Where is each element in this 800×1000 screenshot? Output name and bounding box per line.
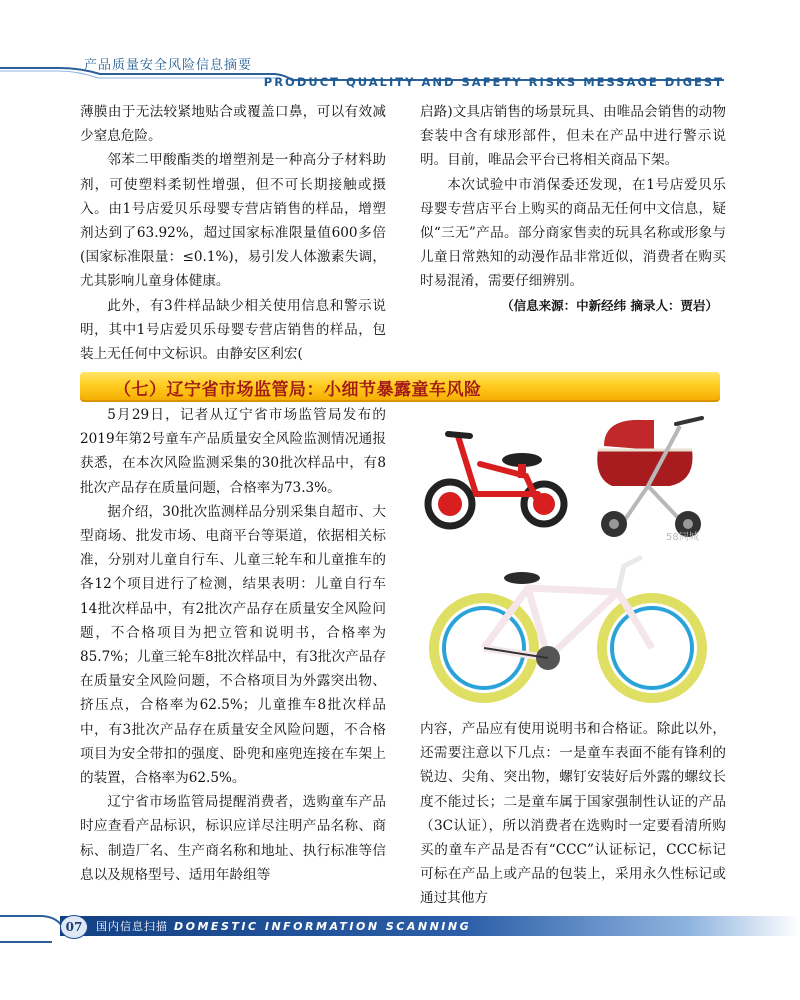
section-title: （七）辽宁省市场监管局：小细节暴露童车风险 <box>114 380 482 400</box>
footer-swoosh <box>0 896 800 1000</box>
source-note: （信息来源：中新经纬 摘录人：贾岩） <box>501 297 718 313</box>
paragraph: 辽宁省市场监管局提醒消费者，选购童车产品时应查看产品标识，标识应详尽注明产品名称、商标、制造厂名、生产商名称和地址、执行标准等信息以及规格型号、适用年龄组等 <box>80 794 386 883</box>
tricycle-photo <box>418 406 570 536</box>
footer-label <box>96 918 471 934</box>
bicycle-photo <box>418 548 720 708</box>
stroller-photo <box>584 406 720 546</box>
paragraph: 薄膜由于无法较紧地贴合或覆盖口鼻，可以有效减少窒息危险。 <box>80 104 386 145</box>
paragraph: 据介绍，30批次监测样品分别采集自超市、大型商场、批发市场、电商平台等渠道，依据相关标准，分别对儿童自行车、儿童三轮车和儿童推车的各12个项目进行了检测，结果表明：儿童自行车14批次样品中，有2批次产品存在质量安全风险问题，不合格项目为把立管和说明书，合格率为85.7%；儿童三轮车8批次样品中，有3批次产品存在质量安全风险问题，不合格项目为外露突出物、挤压点，合格率为62.5%；儿童推车8批次样品中，有3批次产品存在质量安全风险问题，不合格项目为安全带扣的强度、卧兜和座兜连接在车架上的装置，合格率为62.5%。 <box>80 503 386 787</box>
paragraph: 邻苯二甲酸酯类的增塑剂是一种高分子材料助剂，可使塑料柔韧性增强，但不可长期接触或摄入。由1号店爱贝乐母婴专营店销售的样品，增塑剂达到了63.92%，超过国家标准限量值600多倍(国家标准限量：≤0.1%)，易引发人体激素失调，尤其影响儿童身体健康。 <box>80 152 386 290</box>
paragraph: 启路)文具店销售的场景玩具、由唯品会销售的动物套装中含有球形部件，但未在产品中进行警示说明。目前，唯品会平台已将相关商品下架。 <box>420 104 726 169</box>
bottom-right-column <box>420 717 726 911</box>
top-right-column <box>420 100 726 318</box>
stroller-watermark: 58同城 <box>666 532 699 543</box>
paragraph: 内容，产品应有使用说明书和合格证。除此以外，还需要注意以下几点：一是童车表面不能有锋利的锐边、尖角、突出物，螺钉安装好后外露的螺纹长度不能过长；二是童车属于国家强制性认证的产品（3C认证），所以消费者在选购时一定要看清所购买的童车产品是否有“CCC”认证标记，CCC标记可标在产品上或产品的包装上，采用永久性标记或通过其他方 <box>420 721 726 907</box>
footer-label-cn: 国内信息扫描 <box>96 920 168 933</box>
bottom-left-column <box>80 403 386 887</box>
paragraph: 本次试验中市消保委还发现，在1号店爱贝乐母婴专营店平台上购买的商品无任何中文信息，疑似“三无”产品。部分商家售卖的玩具名称或形象与儿童日常熟知的动漫作品非常近似，消费者在购买时易混淆，需要仔细辨别。 <box>420 176 726 290</box>
top-left-column <box>80 100 386 366</box>
footer-label-en: DOMESTIC INFORMATION SCANNING <box>174 920 472 933</box>
paragraph: 此外，有3件样品缺少相关使用信息和警示说明，其中1号店爱贝乐母婴专营店销售的样品，包装上无任何中文标识。由静安区利宏( <box>80 297 386 363</box>
page-number: 07 <box>60 915 88 939</box>
header-title-cn: 产品质量安全风险信息摘要 <box>84 58 253 73</box>
header-title-en: PRODUCT QUALITY AND SAFETY RISKS MESSAGE DIGEST <box>263 75 724 89</box>
paragraph: 5月29日，记者从辽宁省市场监管局发布的2019年第2号童车产品质量安全风险监测情况通报获悉，在本次风险监测采集的30批次样品中，有8批次产品存在质量问题，合格率为73.3%。 <box>80 407 386 496</box>
